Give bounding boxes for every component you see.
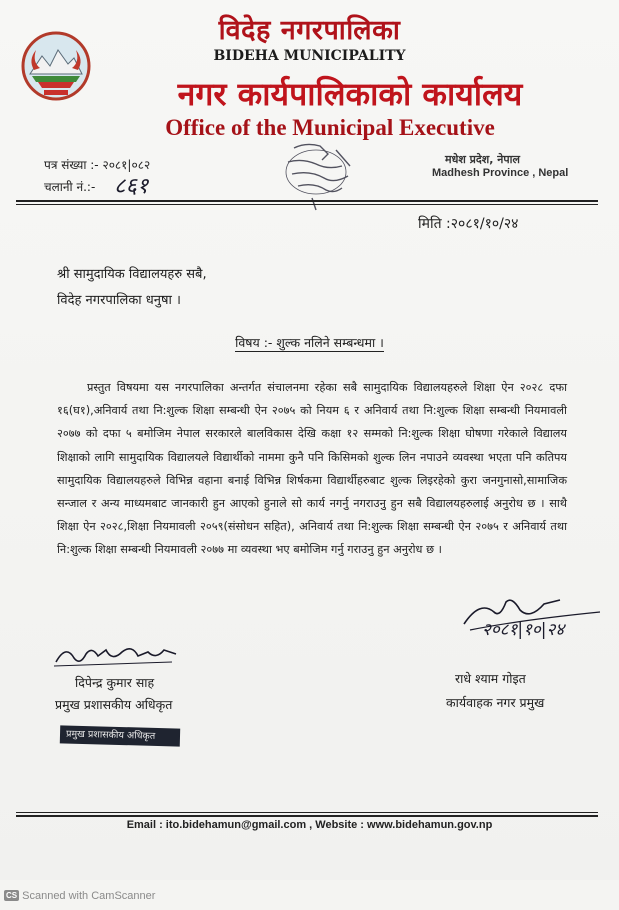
right-signatory-name: राधे श्याम गोइत: [455, 671, 526, 686]
left-stamp-text: प्रमुख प्रशासकीय अधिकृत: [65, 728, 156, 742]
province-en: Madhesh Province , Nepal: [432, 167, 569, 179]
dispatch-label: चलानी नं.:-: [44, 180, 96, 194]
subject-text: विषय :- शुल्क नलिने सम्बन्धमा ।: [235, 335, 384, 350]
subject-line: [0, 334, 619, 351]
letter-date: मिति :२०८१/१०/२४: [418, 216, 519, 232]
left-signatory-title: प्रमुख प्रशासकीय अधिकृत: [55, 697, 173, 712]
reference-number: पत्र संख्या :- २०८१|०८२: [44, 158, 151, 172]
left-signature-icon: [52, 640, 182, 670]
camscanner-logo-icon: CS: [6, 891, 18, 900]
office-name-np: नगर कार्यपालिकाको कार्यालय: [177, 75, 523, 113]
addressee-line-2: विदेह नगरपालिका धनुषा ।: [57, 293, 181, 308]
header-divider: [16, 200, 598, 202]
footer-divider-thick: [16, 815, 598, 817]
letter-body: प्रस्तुत विषयमा यस नगरपालिका अन्तर्गत संचालनमा रहेका सबै सामुदायिक विद्यालयहरुले शिक्षा ऐन २०२८ दफा १६(घ१),अनिवार्य तथा नि:शुल्क शिक्षा सम्बन्धी ऐन २०७५ को नियम ६ र अनिवार्य तथा नि:शुल्क शिक्षा सम्बन्धी नियमावली २०७७ को दफा ५ बमोजिम नेपाल सरकारले बालविकास देखि कक्षा १२ सम्मको नि:शुल्क शिक्षा घोषणा गरेकाले विद्यालय शिक्षाको लागि सामुदायिक विद्यालयले विद्यार्थीको नाममा कुनै पनि किसिमको शुल्क लिन नपाउने व्यवस्था भएता पनि कतिपय सामुदायिक विद्यालयहरुले विभिन्न वहाना बनाई विभिन्न शिर्षकमा विद्यार्थीहरुबाट शुल्क लिइरहेको कुरा जनगुनासो,सामाजिक सन्जाल र अन्य माध्यमबाट जानकारी हुन आएको हुनाले सो कार्य नगर्नु नगराउनु हुन सबै विद्यालयहरुलाई अनुरोध छ । साथै शिक्षा ऐन २०२८,शिक्षा नियमावली २०५९(संसोधन सहित), अनिवार्य तथा नि:शुल्क शिक्षा सम्बन्धी ऐन २०७५ र अनिवार्य तथा नि:शुल्क शिक्षा सम्बन्धी नियमावली २०७७ मा व्यवस्था भए बमोजिम गर्नु गराउनु हुन अनुरोध छ ।: [57, 381, 567, 557]
dispatch-number-handwritten: ८६१: [114, 174, 149, 199]
addressee-line-1: श्री सामुदायिक विद्यालयहरु सबै,: [57, 267, 207, 282]
scanner-watermark: [4, 890, 155, 902]
header-divider-thin: [16, 204, 598, 205]
province-np: मधेश प्रदेश, नेपाल: [445, 153, 520, 166]
footer-contact: Email : ito.bidehamun@gmail.com , Website : www.bidehamun.gov.np: [126, 819, 493, 831]
right-handwritten-date: २०८१|१०|२४: [482, 620, 565, 640]
right-signatory-title: कार्यवाहक नगर प्रमुख: [446, 695, 545, 710]
municipality-name-np: विदेह नगरपालिका: [218, 15, 401, 46]
left-signatory-stamp: [60, 725, 180, 746]
left-signatory-name: दिपेन्द्र कुमार साह: [75, 675, 155, 690]
scanner-watermark-text: Scanned with CamScanner: [22, 890, 156, 902]
office-name-en: Office of the Municipal Executive: [165, 115, 495, 140]
municipality-name-en: BIDEHA MUNICIPALITY: [213, 48, 406, 64]
footer-divider: [16, 812, 598, 813]
